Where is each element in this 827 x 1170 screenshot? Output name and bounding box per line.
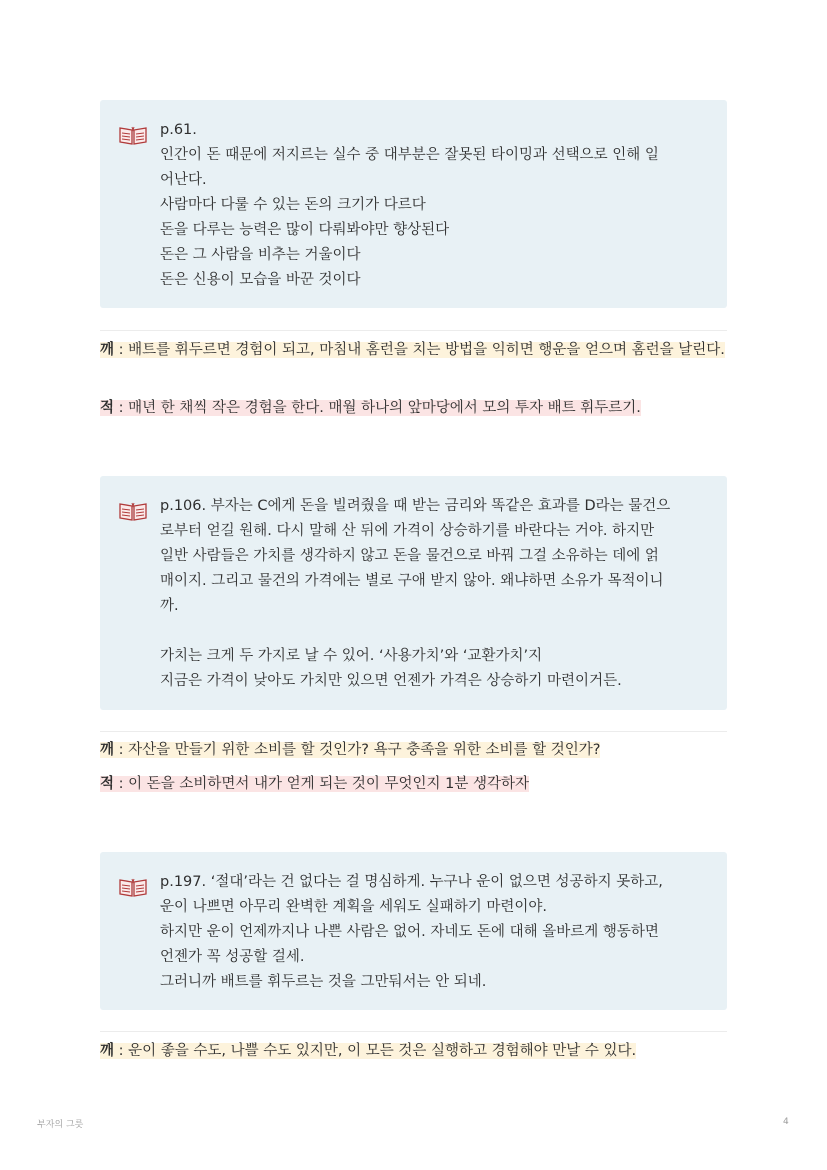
quote-line: 사람마다 다룰 수 있는 돈의 크기가 다르다 <box>160 197 426 213</box>
jeok-note <box>100 396 732 421</box>
jeok-label: 적 <box>100 400 115 416</box>
kkae-label: 깨 <box>100 1043 115 1059</box>
quote-line: 그러니까 배트를 휘두르는 것을 그만둬서는 안 되네. <box>160 974 487 990</box>
quote-line: 돈을 다루는 능력은 많이 다뤄봐야만 향상된다 <box>160 222 450 238</box>
divider <box>100 1031 727 1032</box>
jeok-note <box>100 772 732 797</box>
quote-line: p.197. ‘절대’라는 건 없다는 걸 명심하게. 누구나 운이 없으면 성공하지 못하고, <box>160 874 663 890</box>
kkae-highlight <box>100 342 725 358</box>
kkae-note <box>100 738 732 763</box>
footer-title: 부자의 그릇 <box>37 1120 84 1130</box>
kkae-note <box>100 338 732 363</box>
kkae-highlight <box>100 742 600 758</box>
quote-line: p.61. <box>160 122 197 138</box>
kkae-label: 깨 <box>100 342 115 358</box>
separator: : <box>114 776 129 792</box>
separator: : <box>114 1043 129 1059</box>
kkae-text: 운이 좋을 수도, 나쁠 수도 있지만, 이 모든 것은 실행하고 경험해야 만날 수 있다. <box>128 1043 637 1059</box>
separator: : <box>114 342 129 358</box>
quote-line: 돈은 그 사람을 비추는 거울이다 <box>160 247 361 263</box>
kkae-highlight <box>100 1043 636 1059</box>
kkae-text: 자산을 만들기 위한 소비를 할 것인가? 욕구 충족을 위한 소비를 할 것인가? <box>128 742 601 758</box>
kkae-label: 깨 <box>100 742 115 758</box>
quote-line: 언젠가 꼭 성공할 걸세. <box>160 949 305 965</box>
quote-callout <box>100 100 727 308</box>
separator: : <box>114 742 129 758</box>
divider <box>100 330 727 331</box>
quote-line: 로부터 얻길 원해. 다시 말해 산 뒤에 가격이 상승하기를 바란다는 거야. 하지만 <box>160 523 655 539</box>
quote-line: 하지만 운이 언제까지나 나쁜 사람은 없어. 자네도 돈에 대해 올바르게 행동하면 <box>160 924 659 940</box>
quote-line: 매이지. 그리고 물건의 가격에는 별로 구애 받지 않아. 왜냐하면 소유가 목적이니 <box>160 573 664 589</box>
quote-line: 운이 나쁘면 아무리 완벽한 계획을 세워도 실패하기 마련이야. <box>160 899 548 915</box>
open-book-icon <box>118 124 148 146</box>
quote-line: 일반 사람들은 가치를 생각하지 않고 돈을 물건으로 바꿔 그걸 소유하는 데에 얽 <box>160 548 659 564</box>
quote-line: 인간이 돈 때문에 저지르는 실수 중 대부분은 잘못된 타이밍과 선택으로 인해 일 <box>160 147 659 163</box>
quote-callout <box>100 852 727 1010</box>
quote-line: p.106. 부자는 C에게 돈을 빌려줬을 때 받는 금리와 똑같은 효과를 D라는 물건으 <box>160 498 671 514</box>
divider <box>100 731 727 732</box>
quote-callout <box>100 476 727 710</box>
open-book-icon <box>118 876 148 898</box>
kkae-text: 배트를 휘두르면 경험이 되고, 마침내 홈런을 치는 방법을 익히면 행운을 얻으며 홈런을 날린다. <box>128 342 725 358</box>
jeok-text: 매년 한 채씩 작은 경험을 한다. 매월 하나의 앞마당에서 모의 투자 배트 휘두르기. <box>128 400 641 416</box>
kkae-note <box>100 1039 732 1064</box>
page-number: 4 <box>783 1117 789 1127</box>
quote-line: 어난다. <box>160 172 207 188</box>
quote-line <box>160 619 707 644</box>
separator: : <box>114 400 129 416</box>
quote-line: 까. <box>160 598 179 614</box>
quote-line: 돈은 신용이 모습을 바꾼 것이다 <box>160 272 361 288</box>
jeok-label: 적 <box>100 776 115 792</box>
jeok-highlight <box>100 776 529 792</box>
jeok-highlight <box>100 400 641 416</box>
jeok-text: 이 돈을 소비하면서 내가 얻게 되는 것이 무엇인지 1분 생각하자 <box>128 776 530 792</box>
quote-line: 지금은 가격이 낮아도 가치만 있으면 언젠가 가격은 상승하기 마련이거든. <box>160 673 622 689</box>
open-book-icon <box>118 500 148 522</box>
quote-line: 가치는 크게 두 가지로 날 수 있어. ‘사용가치’와 ‘교환가치’지 <box>160 648 543 664</box>
